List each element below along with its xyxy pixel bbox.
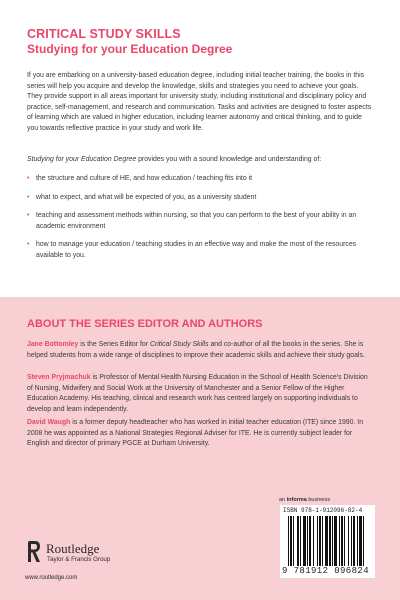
bullet-icon: •	[27, 212, 30, 219]
barcode-bars	[288, 516, 370, 566]
list-item	[27, 193, 374, 204]
list-item	[27, 211, 374, 232]
bio-steven-pryjmachuk	[27, 373, 373, 415]
list-item-text: teaching and assessment methods within nursing, so that you can perform to the best of your ability in an academic environment	[36, 212, 357, 230]
list-item-text: the structure and culture of HE, and how education / teaching fits into it	[36, 175, 253, 182]
lead-paragraph	[27, 155, 374, 166]
informa-prefix: an	[279, 497, 287, 503]
list-item-text: what to expect, and what will be expected of you, as a university student	[36, 193, 257, 201]
routledge-r-icon	[26, 540, 42, 564]
series-title: CRITICAL STUDY SKILLS	[27, 27, 181, 41]
informa-brand: informa	[286, 497, 307, 503]
bullet-icon: •	[27, 193, 30, 201]
author-name: David Waugh	[27, 419, 71, 426]
publisher-name: Routledge	[46, 541, 100, 556]
bio-david-waugh	[27, 418, 373, 450]
bio-series-title: Critical Study Skills	[149, 341, 209, 348]
bio-text: is a former deputy headteacher who has worked in initial teacher education (ITE) since 1990. In 2008 he was appointed as a National Strategies Regional Adviser for ITE. He is currently subject leader for English and director of primary PGCE at Durham University.	[27, 419, 364, 447]
author-name: Steven Pryjmachuk	[27, 374, 91, 381]
isbn-label: ISBN 978-1-912096-82-4	[283, 507, 363, 514]
bio-text: and co-author of all the books in the series. She is helped students from a wide range of disciplines to improve their academic skills and achieve their study goals.	[27, 341, 365, 359]
lead-text: provides you with a sound knowledge and understanding of:	[136, 156, 322, 163]
intro-paragraph: If you are embarking on a university-based education degree, including initial teacher training, the books in this series will help you acquire and develop the knowledge, skills and strategies you need to achieve your goals. They provide support in all areas important for university study, including institutional and disciplinary policy and practice, self-management, and research and communication. Tasks and activities are designed to foster aspects of learning which are valued in higher education, including learner autonomy and critical thinking, and to guide you towards reflective practice in your study and work life.	[27, 72, 372, 132]
bullet-list	[27, 174, 374, 261]
list-item-text: how to manage your education / teaching studies in an effective way and make the most of the resources available to you.	[36, 241, 357, 259]
list-item	[27, 240, 374, 261]
publisher-url: www.routledge.com	[25, 575, 78, 581]
barcode-number: 9 781912 096824	[282, 566, 370, 576]
informa-tagline	[279, 497, 330, 503]
bullet-icon: •	[27, 241, 30, 248]
publisher-group: Taylor & Francis Group	[47, 556, 111, 563]
author-name: Jane Bottomley	[27, 341, 79, 348]
informa-suffix: business	[306, 497, 331, 503]
list-item	[27, 174, 374, 185]
bullet-icon: •	[27, 175, 30, 182]
bio-text: is Professor of Mental Health Nursing Education in the School of Health Science's Division of Nursing, Midwifery and Social Work at the University of Manchester and a Senior Fellow of the Higher Education Academy. His teaching, clinical and research work has centred largely on supporting individuals to develop and learn independently.	[27, 374, 368, 413]
series-subtitle: Studying for your Education Degree	[27, 42, 233, 56]
bio-text: is the Series Editor for	[78, 341, 150, 348]
bio-jane-bottomley	[27, 340, 373, 361]
lead-book-title: Studying for your Education Degree	[27, 156, 137, 163]
barcode	[280, 505, 375, 578]
about-heading: ABOUT THE SERIES EDITOR AND AUTHORS	[27, 318, 263, 330]
